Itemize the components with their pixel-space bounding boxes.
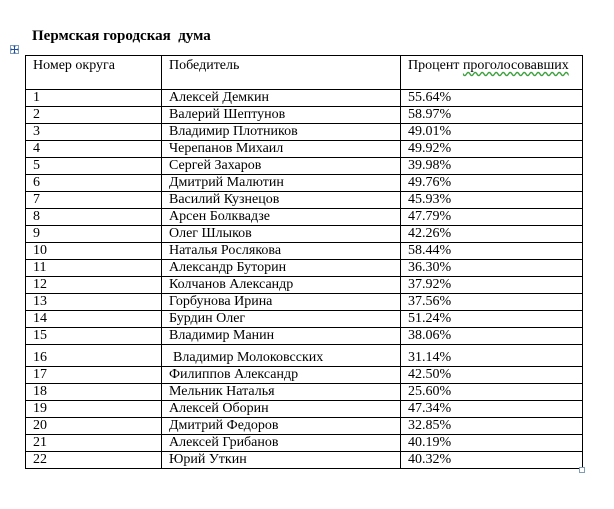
winner-value: Сергей Захаров: [169, 158, 262, 173]
cell-district: [26, 435, 162, 452]
district-value: 22: [33, 452, 47, 467]
cell-percent: [401, 90, 583, 107]
winner-value: Дмитрий Федоров: [169, 418, 279, 433]
table-row: [26, 311, 583, 328]
district-value: 9: [33, 226, 40, 241]
cell-winner: [162, 158, 401, 175]
header-district-label: Номер округа: [33, 58, 115, 73]
district-value: 14: [33, 311, 47, 326]
cell-percent: [401, 345, 583, 367]
winner-value: Мельник Наталья: [169, 384, 275, 399]
table-resize-handle-icon[interactable]: [579, 467, 585, 473]
header-percent-word: проголосовавших: [462, 58, 569, 73]
district-value: 15: [33, 328, 47, 343]
district-value: 4: [33, 141, 40, 156]
winner-value: Юрий Уткин: [169, 452, 247, 467]
cell-winner: [162, 243, 401, 260]
cell-district: [26, 452, 162, 469]
table-row: [26, 107, 583, 124]
table-row: [26, 158, 583, 175]
cell-district: [26, 141, 162, 158]
percent-value: 47.34%: [408, 401, 452, 416]
cell-winner: [162, 401, 401, 418]
winner-value: Алексей Оборин: [169, 401, 269, 416]
winner-value: Черепанов Михаил: [169, 141, 284, 156]
cell-percent: [401, 107, 583, 124]
header-winner: [162, 56, 401, 90]
cell-district: [26, 226, 162, 243]
district-value: 17: [33, 367, 47, 382]
cell-winner: [162, 90, 401, 107]
percent-value: 32.85%: [408, 418, 452, 433]
cell-winner: [162, 311, 401, 328]
district-value: 19: [33, 401, 47, 416]
four-way-arrow-icon: [10, 45, 19, 54]
table-row: [26, 345, 583, 367]
percent-value: 58.44%: [408, 243, 452, 258]
district-value: 12: [33, 277, 47, 292]
winner-value: Владимир Молоковсских: [173, 350, 324, 365]
district-value: 3: [33, 124, 40, 139]
percent-value: 42.26%: [408, 226, 452, 241]
winner-value: Арсен Болквадзе: [169, 209, 271, 224]
district-value: 10: [33, 243, 47, 258]
header-percent: [401, 56, 583, 90]
cell-percent: [401, 328, 583, 345]
winner-value: Колчанов Александр: [169, 277, 294, 292]
cell-district: [26, 192, 162, 209]
winner-value: Александр Буторин: [169, 260, 287, 275]
cell-district: [26, 328, 162, 345]
table-row: [26, 243, 583, 260]
district-value: 13: [33, 294, 47, 309]
table-row: [26, 192, 583, 209]
document-title: Пермская городская дума: [32, 28, 211, 44]
cell-winner: [162, 367, 401, 384]
header-winner-label: Победитель: [169, 58, 240, 73]
cell-winner: [162, 294, 401, 311]
header-district: [26, 56, 162, 90]
cell-district: [26, 260, 162, 277]
cell-winner: [162, 345, 401, 367]
winner-value: Василий Кузнецов: [169, 192, 280, 207]
cell-winner: [162, 260, 401, 277]
table-row: [26, 435, 583, 452]
table-row: [26, 367, 583, 384]
table-row: [26, 175, 583, 192]
cell-district: [26, 367, 162, 384]
table-row: [26, 294, 583, 311]
cell-percent: [401, 243, 583, 260]
cell-district: [26, 401, 162, 418]
cell-percent: [401, 277, 583, 294]
cell-district: [26, 209, 162, 226]
cell-district: [26, 294, 162, 311]
winner-value: Владимир Плотников: [169, 124, 298, 139]
cell-district: [26, 311, 162, 328]
winner-value: Владимир Манин: [169, 328, 275, 343]
percent-value: 40.32%: [408, 452, 452, 467]
percent-value: 25.60%: [408, 384, 452, 399]
cell-winner: [162, 452, 401, 469]
table-row: [26, 226, 583, 243]
cell-percent: [401, 452, 583, 469]
percent-value: 47.79%: [408, 209, 452, 224]
cell-winner: [162, 107, 401, 124]
percent-value: 58.97%: [408, 107, 452, 122]
percent-value: 31.14%: [408, 350, 452, 365]
percent-value: 36.30%: [408, 260, 452, 275]
cell-winner: [162, 328, 401, 345]
table-row: [26, 124, 583, 141]
cell-percent: [401, 401, 583, 418]
district-value: 2: [33, 107, 40, 122]
cell-winner: [162, 209, 401, 226]
cell-percent: [401, 175, 583, 192]
table-row: [26, 384, 583, 401]
cell-district: [26, 277, 162, 294]
cell-percent: [401, 294, 583, 311]
table-row: [26, 141, 583, 158]
table-row: [26, 90, 583, 107]
cell-percent: [401, 311, 583, 328]
district-value: 21: [33, 435, 47, 450]
cell-percent: [401, 435, 583, 452]
district-value: 18: [33, 384, 47, 399]
cell-district: [26, 243, 162, 260]
cell-percent: [401, 158, 583, 175]
percent-value: 51.24%: [408, 311, 452, 326]
header-percent-prefix: Процент: [408, 58, 463, 73]
cell-winner: [162, 277, 401, 294]
district-value: 8: [33, 209, 40, 224]
cell-district: [26, 418, 162, 435]
winner-value: Алексей Демкин: [169, 90, 269, 105]
cell-percent: [401, 226, 583, 243]
table-row: [26, 260, 583, 277]
cell-district: [26, 175, 162, 192]
cell-percent: [401, 124, 583, 141]
cell-winner: [162, 175, 401, 192]
district-value: 6: [33, 175, 40, 190]
cell-percent: [401, 384, 583, 401]
table-row: [26, 209, 583, 226]
district-value: 5: [33, 158, 40, 173]
cell-winner: [162, 226, 401, 243]
district-value: 11: [33, 260, 47, 275]
table-row: [26, 452, 583, 469]
cell-percent: [401, 209, 583, 226]
percent-value: 38.06%: [408, 328, 452, 343]
winner-value: Валерий Шептунов: [169, 107, 286, 122]
cell-district: [26, 107, 162, 124]
winner-value: Горбунова Ирина: [169, 294, 273, 309]
table-row: [26, 401, 583, 418]
cell-winner: [162, 384, 401, 401]
percent-value: 42.50%: [408, 367, 452, 382]
percent-value: 49.01%: [408, 124, 452, 139]
table-header-row: [26, 56, 583, 90]
district-value: 16: [33, 350, 47, 365]
table-row: [26, 277, 583, 294]
cell-winner: [162, 418, 401, 435]
percent-value: 45.93%: [408, 192, 452, 207]
cell-percent: [401, 141, 583, 158]
cell-winner: [162, 141, 401, 158]
percent-value: 49.92%: [408, 141, 452, 156]
table-move-handle-icon[interactable]: [10, 45, 19, 54]
winner-value: Бурдин Олег: [169, 311, 246, 326]
winner-value: Дмитрий Малютин: [169, 175, 284, 190]
percent-value: 49.76%: [408, 175, 452, 190]
winner-value: Алексей Грибанов: [169, 435, 279, 450]
cell-percent: [401, 418, 583, 435]
district-value: 20: [33, 418, 47, 433]
cell-percent: [401, 260, 583, 277]
election-results-table: [25, 55, 583, 469]
percent-value: 37.92%: [408, 277, 452, 292]
district-value: 1: [33, 90, 40, 105]
cell-district: [26, 90, 162, 107]
winner-value: Наталья Рослякова: [169, 243, 282, 258]
cell-district: [26, 124, 162, 141]
cell-percent: [401, 367, 583, 384]
cell-district: [26, 158, 162, 175]
percent-value: 37.56%: [408, 294, 452, 309]
table-row: [26, 328, 583, 345]
district-value: 7: [33, 192, 40, 207]
cell-district: [26, 384, 162, 401]
winner-value: Филиппов Александр: [169, 367, 299, 382]
cell-winner: [162, 192, 401, 209]
percent-value: 40.19%: [408, 435, 452, 450]
table-row: [26, 418, 583, 435]
cell-percent: [401, 192, 583, 209]
cell-district: [26, 345, 162, 367]
winner-value: Олег Шлыков: [169, 226, 252, 241]
cell-winner: [162, 435, 401, 452]
percent-value: 39.98%: [408, 158, 452, 173]
cell-winner: [162, 124, 401, 141]
percent-value: 55.64%: [408, 90, 452, 105]
